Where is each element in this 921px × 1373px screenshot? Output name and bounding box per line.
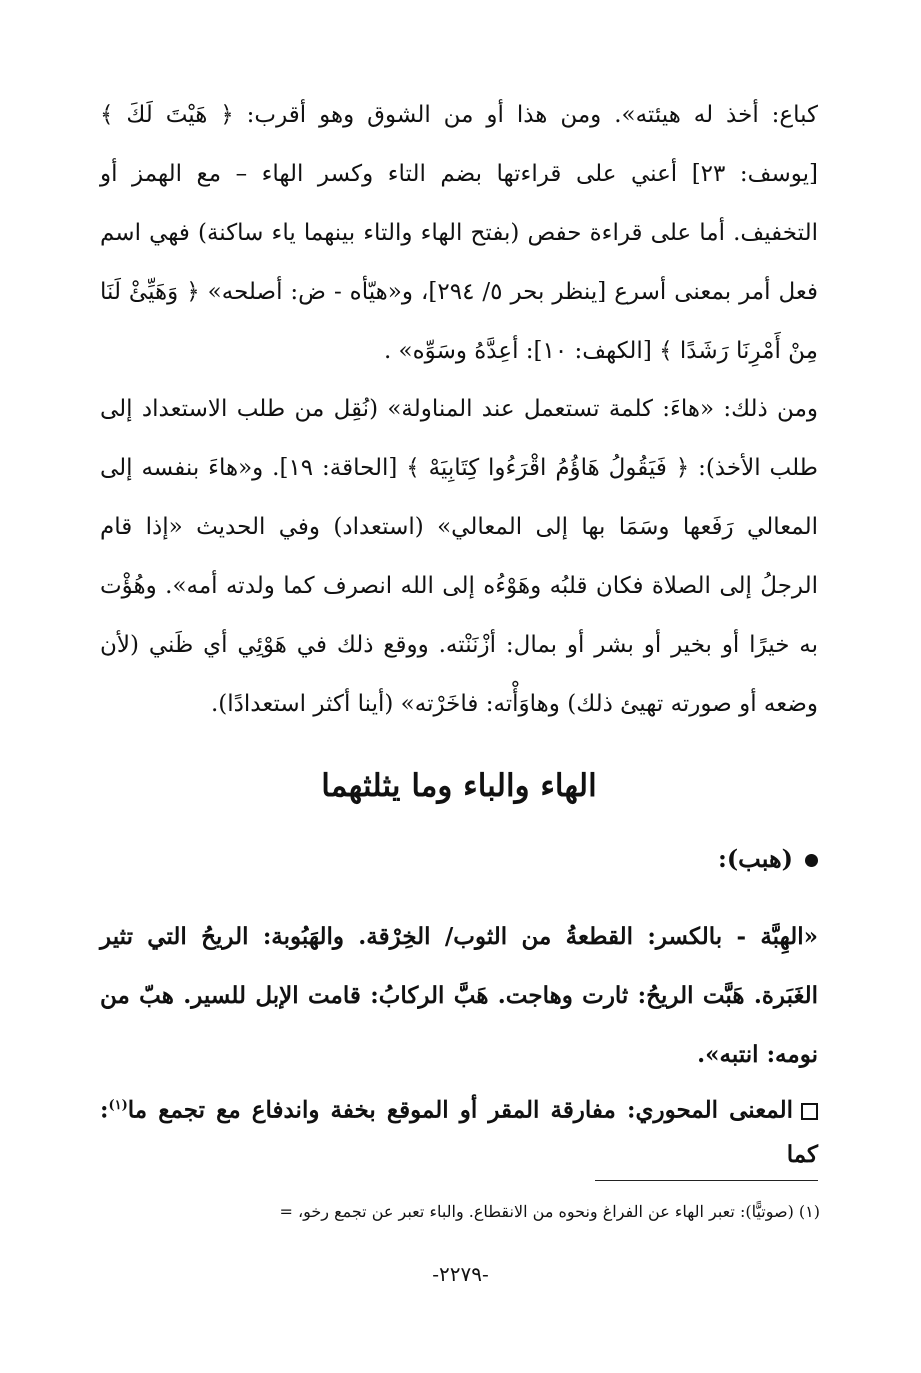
root-entry [718, 844, 818, 873]
page-number: -٢٢٧٩- [432, 1262, 489, 1286]
root-entry-label: (هبب): [717, 844, 793, 873]
section-heading: الهاء والباء وما يثلثهما [321, 768, 597, 804]
footnote-marker: (١) [108, 1098, 128, 1113]
square-box-icon [801, 1103, 818, 1120]
paragraph-haa: ومن ذلك: «هاءَ: كلمة تستعمل عند المناولة» (نُقِل من طلب الاستعداد إلى طلب الأخذ): ﴿ فَيَقُولُ هَاؤُمُ اقْرَءُوا كِتَابِيَهْ ﴾ [الحاقة: ١٩]. و«هاءَ بنفسه إلى المعالي رَفَعها وسَمَا بها إلى المعالي» (استعداد) وفي الحديث «إذا قام الرجلُ إلى الصلاة فكان قلبُه وهَوْءُه إلى الله انصرف كما ولدته أمه». وهُؤْت به خيرًا أو بخير أو بشر أو بمال: أزْنَنْته. ووقع ذلك في هَوْئِي أي ظَني (لأن وضعه أو صورته تهيئ ذلك) وهاوَأْته: فاخَرْته» (أينا أكثر استعدادًا). [100, 396, 818, 717]
core-meaning-tail: : كما [100, 1096, 818, 1168]
core-meaning-text: المعنى المحوري: مفارقة المقر أو الموقع بخفة واندفاع مع تجمع ما [127, 1096, 793, 1124]
paragraph-definition: «الهِبَّة - بالكسر: القطعةُ من الثوب/ الخِرْقة. والهَبُوبة: الريحُ التي تثير الغَبَرة. هَبَّت الريحُ: ثارت وهاجت. هَبَّ الركابُ: قامت الإبل للسير. هبّ من نومه: انتبه». [100, 923, 818, 1068]
paragraph-haya: كباع: أخذ له هيئته». ومن هذا أو من الشوق وهو أقرب: ﴿ هَيْتَ لَكَ ﴾ [يوسف: ٢٣] أعني على قراءتها بضم التاء وكسر الهاء – مع الهمز أو التخفيف. أما على قراءة حفص (بفتح الهاء والتاء بينهما ياء ساكنة) فهي اسم فعل أمر بمعنى أسرع [ينظر بحر ٥/ ٢٩٤]، و«هيّأه - ض: أصلحه» ﴿ وَهَيِّئْ لَنَا مِنْ أَمْرِنَا رَشَدًا ﴾ [الكهف: ١٠]: أعِدَّهُ وسَوِّه» . [100, 102, 818, 364]
footnote-divider [595, 1180, 818, 1181]
core-meaning-line [100, 1084, 818, 1177]
footnote-text: (١) (صوتيًّا): تعبر الهاء عن الفراغ ونحوه من الانقطاع. والباء تعبر عن تجمع رخو، = [279, 1202, 820, 1221]
bullet-icon [805, 854, 818, 867]
